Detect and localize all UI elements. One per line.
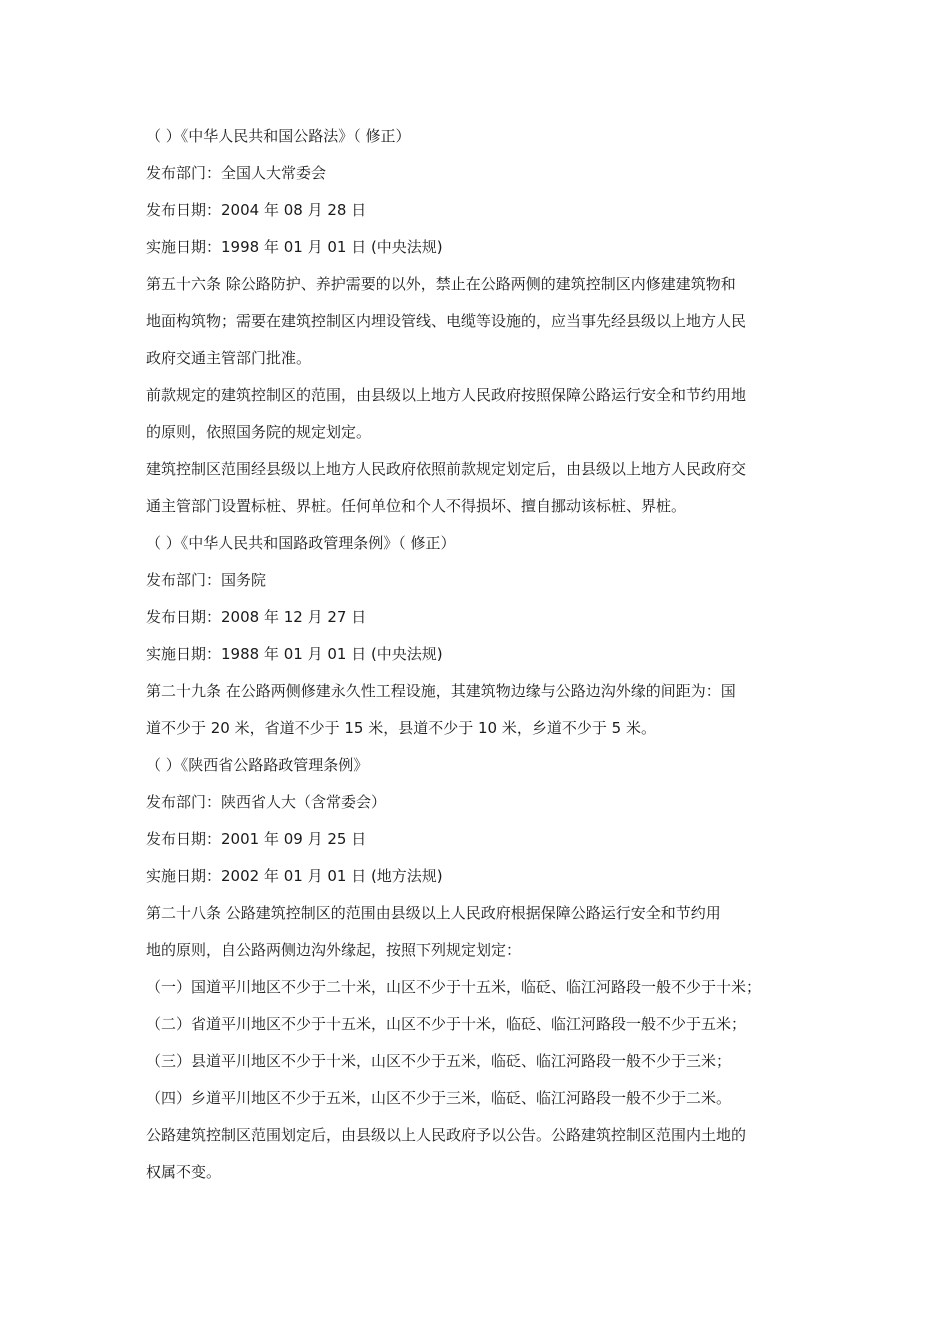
law-section-road-admin-regulation (146, 525, 810, 747)
article-text: 第五十六条 除公路防护、养护需要的以外，禁止在公路两侧的建筑控制区内修建建筑物和 (146, 275, 736, 293)
publish-date: 发布日期：2004 年 08 月 28 日 (146, 201, 367, 219)
issuing-department: 发布部门：陕西省人大（含常委会） (146, 793, 387, 811)
article-text: 第二十八条 公路建筑控制区的范围由县级以上人民政府根据保障公路运行安全和节约用 (146, 904, 721, 922)
list-item: （三）县道平川地区不少于十米，山区不少于五米，临砭、临江河路段一般不少于三米； (146, 1052, 732, 1070)
publish-date: 发布日期：2001 年 09 月 25 日 (146, 830, 367, 848)
document-page (146, 118, 810, 1191)
article-text: 公路建筑控制区范围划定后，由县级以上人民政府予以公告。公路建筑控制区范围内土地的 (146, 1126, 747, 1144)
issuing-department: 发布部门：国务院 (146, 571, 267, 589)
effective-date: 实施日期：1988 年 01 月 01 日 (中央法规) (146, 645, 443, 663)
article-text: 政府交通主管部门批准。 (146, 349, 312, 367)
article-text: 前款规定的建筑控制区的范围，由县级以上地方人民政府按照保障公路运行安全和节约用地 (146, 386, 747, 404)
law-section-shaanxi-regulation (146, 747, 810, 1191)
list-item: （四）乡道平川地区不少于五米，山区不少于三米，临砭、临江河路段一般不少于二米。 (146, 1089, 732, 1107)
article-text: 第二十九条 在公路两侧修建永久性工程设施，其建筑物边缘与公路边沟外缘的间距为：国 (146, 682, 736, 700)
law-title: （ ）《中华人民共和国路政管理条例》（ 修正） (146, 534, 456, 552)
effective-date: 实施日期：2002 年 01 月 01 日 (地方法规) (146, 867, 443, 885)
law-section-highway-law (146, 118, 810, 525)
issuing-department: 发布部门：全国人大常委会 (146, 164, 327, 182)
article-text: 道不少于 20 米，省道不少于 15 米，县道不少于 10 米，乡道不少于 5 米。 (146, 719, 656, 737)
article-text: 地的原则，自公路两侧边沟外缘起，按照下列规定划定： (146, 941, 522, 959)
law-title: （ ）《中华人民共和国公路法》（ 修正） (146, 127, 411, 145)
publish-date: 发布日期：2008 年 12 月 27 日 (146, 608, 367, 626)
article-text: 地面构筑物；需要在建筑控制区内埋设管线、电缆等设施的，应当事先经县级以上地方人民 (146, 312, 747, 330)
law-title: （ ）《陕西省公路路政管理条例》 (146, 756, 369, 774)
list-item: （一）国道平川地区不少于二十米，山区不少于十五米，临砭、临江河路段一般不少于十米； (146, 978, 762, 996)
article-text: 权属不变。 (146, 1163, 222, 1181)
effective-date: 实施日期：1998 年 01 月 01 日 (中央法规) (146, 238, 443, 256)
article-text: 的原则，依照国务院的规定划定。 (146, 423, 372, 441)
article-text: 通主管部门设置标桩、界桩。任何单位和个人不得损坏、擅自挪动该标桩、界桩。 (146, 497, 687, 515)
list-item: （二）省道平川地区不少于十五米，山区不少于十米，临砭、临江河路段一般不少于五米； (146, 1015, 747, 1033)
article-text: 建筑控制区范围经县级以上地方人民政府依照前款规定划定后，由县级以上地方人民政府交 (146, 460, 747, 478)
